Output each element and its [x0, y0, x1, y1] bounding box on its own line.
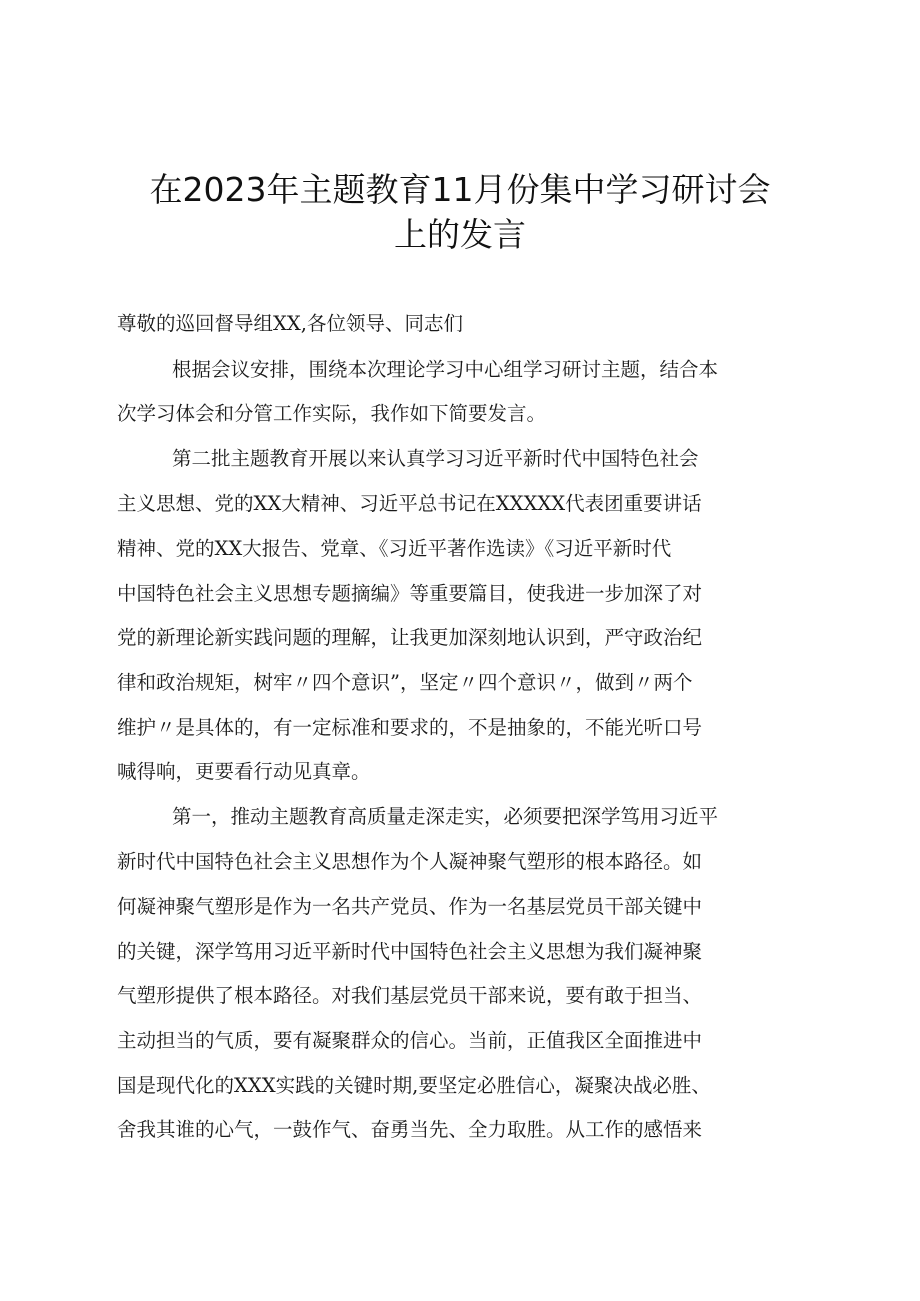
paragraph-2-line-8: 喊得响，更要看行动见真章。: [117, 760, 371, 783]
paragraph-2-line-3: 精神、党的XX大报告、党章、《习近平著作选读》《习近平新时代: [117, 537, 672, 560]
document-title-line-1: 在2023年主题教育11月份集中学习研讨会: [149, 170, 771, 209]
paragraph-3-line-5: 气塑形提供了根本路径。对我们基层党员干部来说，要有敢于担当、: [117, 984, 703, 1007]
paragraph-2-line-5: 党的新理论新实践问题的理解，让我更加深刻地认识到，严守政治纪: [117, 626, 703, 649]
document-title-line-2: 上的发言: [394, 215, 526, 254]
paragraph-3-line-8: 舍我其谁的心气，一鼓作气、奋勇当先、全力取胜。从工作的感悟来: [117, 1118, 703, 1141]
paragraph-2-line-4: 中国特色社会主义思想专题摘编》等重要篇目，使我进一步加深了对: [117, 582, 703, 605]
paragraph-1-line-1: 根据会议安排，围绕本次理论学习中心组学习研讨主题，结合本: [172, 358, 719, 381]
paragraph-2-line-2: 主义思想、党的XX大精神、习近平总书记在XXXXX代表团重要讲话: [117, 492, 702, 515]
paragraph-3-line-3: 何凝神聚气塑形是作为一名共产党员、作为一名基层党员干部关键中: [117, 895, 703, 918]
paragraph-3-line-1: 第一，推动主题教育高质量走深走实，必须要把深学笃用习近平: [172, 805, 719, 828]
salutation: 尊敬的巡回督导组XX,各位领导、同志们: [117, 312, 463, 335]
paragraph-2-line-7: 维护〃是具体的，有一定标准和要求的，不是抽象的，不能光听口号: [117, 716, 703, 739]
paragraph-3-line-6: 主动担当的气质，要有凝聚群众的信心。当前，正值我区全面推进中: [117, 1029, 703, 1052]
paragraph-3-line-2: 新时代中国特色社会主义思想作为个人凝神聚气塑形的根本路径。如: [117, 850, 703, 873]
paragraph-3-line-4: 的关键，深学笃用习近平新时代中国特色社会主义思想为我们凝神聚: [117, 940, 703, 963]
paragraph-2-line-1: 第二批主题教育开展以来认真学习习近平新时代中国特色社会: [172, 447, 699, 470]
paragraph-1-line-2: 次学习体会和分管工作实际，我作如下简要发言。: [117, 402, 547, 425]
paragraph-3-line-7: 国是现代化的XXX实践的关键时期,要坚定必胜信心，凝聚决战必胜、: [117, 1074, 711, 1097]
paragraph-2-line-6: 律和政治规矩，树牢〃四个意识”，坚定〃四个意识〃，做到〃两个: [117, 671, 693, 694]
